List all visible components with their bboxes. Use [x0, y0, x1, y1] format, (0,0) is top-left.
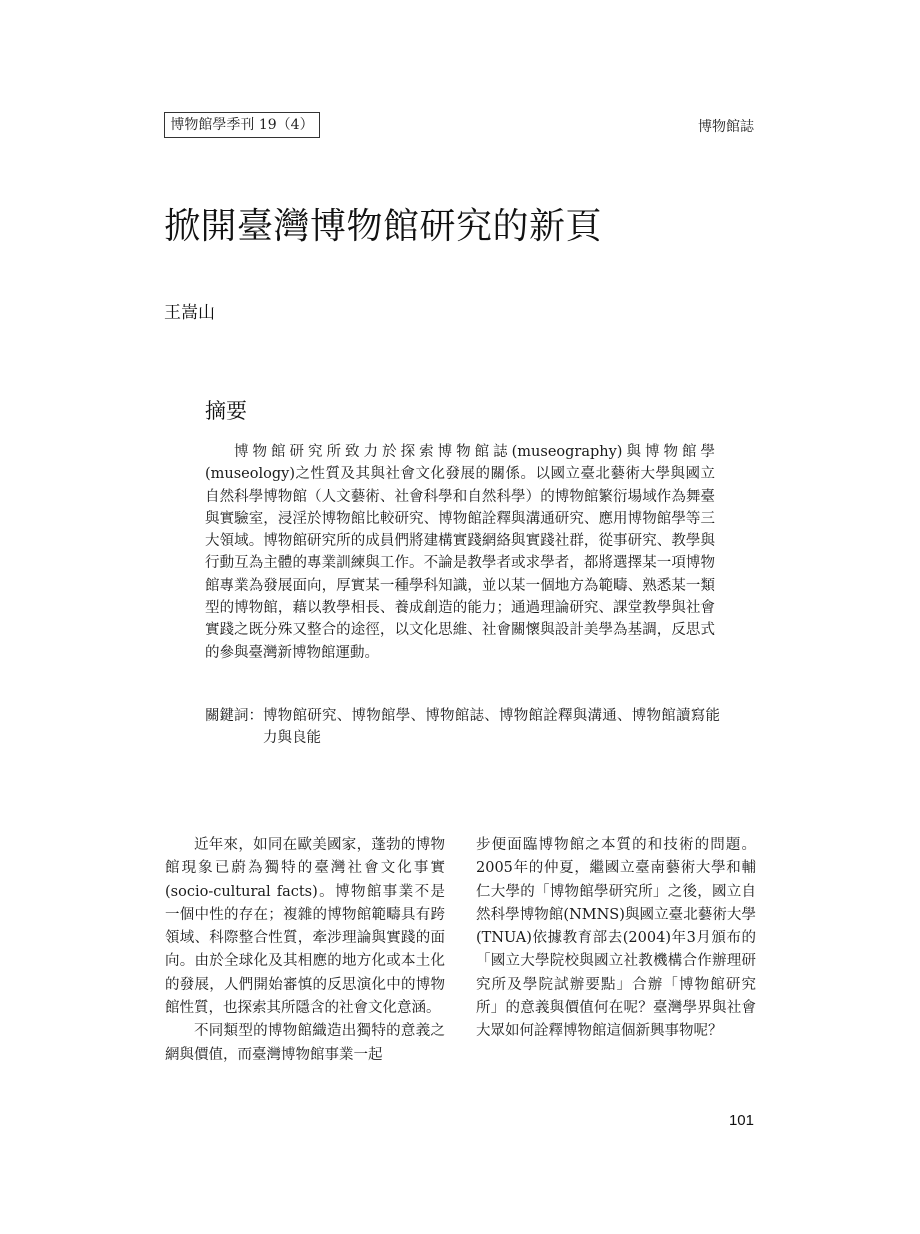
body-column-right [476, 834, 756, 1044]
keywords [205, 705, 720, 749]
article-title: 掀開臺灣博物館研究的新頁 [164, 206, 603, 247]
body-paragraph: 近年來，如同在歐美國家，蓬勃的博物館現象已蔚為獨特的臺灣社會文化事實(socio-cultural facts)。博物館事業不是一個中性的存在；複雜的博物館範疇具有跨領域、科際整合性質，牽涉理論與實踐的面向。由於全球化及其相應的地方化或本土化的發展，人們開始審慎的反思演化中的博物館性質，也探索其所隱含的社會文化意涵。 [165, 837, 445, 1017]
keywords-label: 關鍵詞： [205, 708, 263, 724]
abstract-body: 博物館研究所致力於探索博物館誌(museography)與博物館學(museology)之性質及其與社會文化發展的關係。以國立臺北藝術大學與國立自然科學博物館（人文藝術、社會科學和自然科學）的博物館繁衍場域作為舞臺與實驗室，浸淫於博物館比較研究、博物館詮釋與溝通研究、應用博物館學等三大領域。博物館研究所的成員們將建構實踐網絡與實踐社群，從事研究、教學與行動互為主體的專業訓練與工作。不論是教學者或求學者，都將選擇某一項博物館專業為發展面向，厚實某一種學科知識，並以某一個地方為範疇、熟悉某一類型的博物館，藉以教學相長、養成創造的能力；通過理論研究、課堂教學與社會實踐之既分殊又整合的途徑，以文化思維、社會關懷與設計美學為基調，反思式的參與臺灣新博物館運動。 [205, 444, 715, 661]
body-paragraph: 步便面臨博物館之本質的和技術的問題。2005年的仲夏，繼國立臺南藝術大學和輔仁大學的「博物館學研究所」之後，國立自然科學博物館(NMNS)與國立臺北藝術大學(TNUA)依據教育部去(2004)年3月頒布的「國立大學院校與國立社教機構合作辦理研究所及學院試辦要點」合辦「博物館研究所」的意義與價值何在呢？臺灣學界與社會大眾如何詮釋博物館這個新興事物呢？ [476, 837, 756, 1040]
abstract-heading: 摘要 [205, 399, 247, 423]
body-column-left [165, 834, 445, 1067]
page-number: 101 [728, 1112, 754, 1129]
section-name: 博物館誌 [698, 119, 754, 135]
journal-issue-label: 博物館學季刊 19（4） [164, 112, 320, 138]
article-author: 王嵩山 [164, 303, 215, 323]
body-paragraph: 不同類型的博物館織造出獨特的意義之網與價值，而臺灣博物館事業一起 [165, 1023, 445, 1063]
keywords-list: 博物館研究、博物館學、博物館誌、博物館詮釋與溝通、博物館讀寫能力與良能 [263, 708, 720, 746]
